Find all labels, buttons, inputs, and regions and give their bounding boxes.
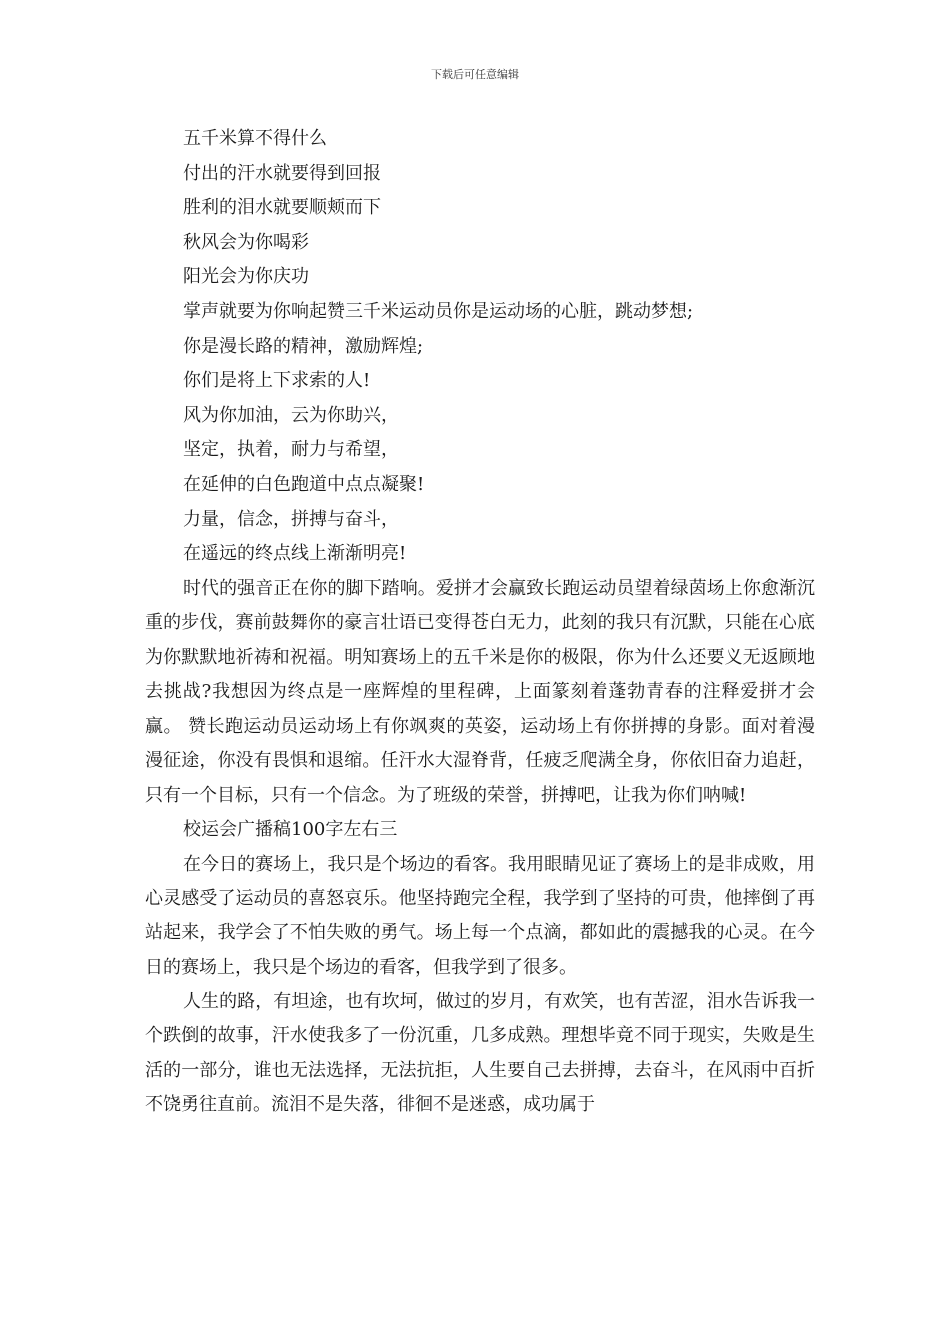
body-paragraph: 时代的强音正在你的脚下踏响。爱拼才会赢致长跑运动员望着绿茵场上你愈渐沉重的步伐，赛前鼓舞你的豪言壮语已变得苍白无力，此刻的我只有沉默，只能在心底为你默默地祈祷和祝福。明知赛场上的五千米是你的极限，你为什么还要义无返顾地去挑战?我想因为终点是一座辉煌的里程碑，上面篆刻着蓬勃青春的注释爱拼才会赢。 赞长跑运动员运动场上有你飒爽的英姿，运动场上有你拼搏的身影。面对着漫漫征途，你没有畏惧和退缩。任汗水大湿脊背，任疲乏爬满全身，你依旧奋力追赶，只有一个目标，只有一个信念。为了班级的荣誉，拼搏吧，让我为你们呐喊! [145, 577, 815, 806]
poem-line: 五千米算不得什么 [183, 128, 327, 149]
page-header-note: 下载后可任意编辑 [431, 68, 519, 81]
document-body [145, 122, 815, 1122]
poem-line: 风为你加油，云为你助兴， [183, 404, 399, 426]
poem-line: 坚定，执着，耐力与希望， [183, 439, 399, 461]
body-paragraph: 在今日的赛场上，我只是个场边的看客。我用眼睛见证了赛场上的是非成败，用心灵感受了运动员的喜怒哀乐。他坚持跑完全程，我学到了坚持的可贵，他摔倒了再站起来，我学会了不怕失败的勇气。场上每一个点滴，都如此的震撼我的心灵。在今日的赛场上，我只是个场边的看客，但我学到了很多。 [145, 853, 815, 978]
poem-line: 在延伸的白色跑道中点点凝聚! [183, 473, 425, 495]
poem-line: 在遥远的终点线上渐渐明亮! [183, 543, 407, 565]
poem-line: 力量，信念，拼搏与奋斗， [183, 508, 399, 530]
body-paragraph: 人生的路，有坦途，也有坎坷，做过的岁月，有欢笑，也有苦涩，泪水告诉我一个跌倒的故事，汗水使我多了一份沉重，几多成熟。理想毕竟不同于现实，失败是生活的一部分，谁也无法选择，无法抗拒，人生要自己去拼搏，去奋斗，在风雨中百折不饶勇往直前。流泪不是失落，徘徊不是迷惑，成功属于 [145, 991, 815, 1115]
poem-line: 付出的汗水就要得到回报 [183, 162, 381, 184]
poem-line: 胜利的泪水就要顺颊而下 [183, 197, 381, 219]
poem-line: 秋风会为你喝彩 [183, 231, 309, 253]
poem-line: 阳光会为你庆功 [183, 266, 309, 288]
poem-line: 你们是将上下求索的人! [183, 370, 371, 392]
poem-line: 掌声就要为你响起赞三千米运动员你是运动场的心脏，跳动梦想; [183, 300, 694, 322]
poem-line: 你是漫长路的精神，激励辉煌; [183, 335, 424, 357]
section-title: 校运会广播稿100字左右三 [183, 819, 398, 841]
